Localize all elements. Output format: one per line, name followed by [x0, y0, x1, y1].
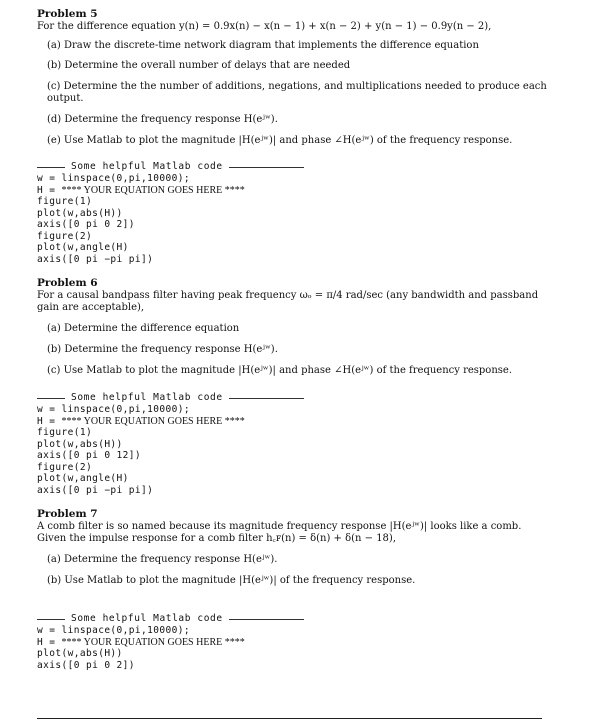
problem-6-item-b: (b) Determine the frequency response H(eʲʷ). — [47, 344, 278, 355]
problem-6-title: Problem 6 — [37, 277, 98, 289]
document-page — [37, 8, 547, 671]
rule-left — [37, 619, 65, 620]
problem-5-item-a: (a) Draw the discrete-time network diagram that implements the difference equation — [47, 40, 479, 51]
problem-7-code-rest: plot(w,abs(H)) axis([0 pi 0 2]) — [37, 648, 135, 671]
problem-6 — [37, 277, 547, 496]
rule-right — [229, 398, 304, 399]
code-h-prefix: H = — [37, 415, 62, 427]
code-header-label: Some helpful Matlab code — [71, 161, 223, 172]
page-bottom-rule — [37, 718, 542, 719]
problem-5-item-d: (d) Determine the frequency response H(eʲʷ). — [47, 114, 278, 125]
problem-7 — [37, 508, 547, 671]
problem-6-item-c: (c) Use Matlab to plot the magnitude |H(eʲʷ)| and phase ∠H(eʲʷ) of the frequency response. — [47, 365, 512, 376]
problem-7-code-equation-line — [37, 637, 547, 649]
problem-5-title: Problem 5 — [37, 8, 98, 20]
code-equation-placeholder: **** YOUR EQUATION GOES HERE **** — [61, 415, 245, 427]
code-equation-placeholder: **** YOUR EQUATION GOES HERE **** — [61, 636, 245, 648]
code-equation-placeholder: **** YOUR EQUATION GOES HERE **** — [61, 184, 245, 196]
rule-left — [37, 167, 65, 168]
code-header-label: Some helpful Matlab code — [71, 392, 223, 403]
rule-right — [229, 167, 304, 168]
problem-7-code-header — [37, 613, 547, 625]
problem-7-intro: A comb filter is so named because its magnitude frequency response |H(eʲʷ)| looks like a comb. Given the impulse response for a comb filter h꜀ꜰ(n) = δ(n) + δ(n − 18), — [37, 521, 522, 544]
problem-7-code-line-1: w = linspace(0,pi,10000); — [37, 625, 190, 636]
problem-6-item-a: (a) Determine the difference equation — [47, 323, 240, 334]
problem-6-intro: For a causal bandpass filter having peak frequency ωₒ = π/4 rad/sec (any bandwidth and passband gain are acceptable), — [37, 290, 539, 313]
problem-5-code-line-1: w = linspace(0,pi,10000); — [37, 173, 190, 184]
problem-6-code-equation-line — [37, 416, 547, 428]
problem-7-title: Problem 7 — [37, 508, 98, 520]
problem-6-code-rest: figure(1) plot(w,abs(H)) axis([0 pi 0 12]) figure(2) plot(w,angle(H) axis([0 pi −pi pi]) — [37, 427, 154, 496]
problem-5-intro: For the difference equation y(n) = 0.9x(n) − x(n − 1) + x(n − 2) + y(n − 1) − 0.9y(n − 2), — [37, 21, 492, 32]
problem-7-item-b: (b) Use Matlab to plot the magnitude |H(eʲʷ)| of the frequency response. — [47, 575, 416, 586]
problem-5-item-c: (c) Determine the the number of additions, negations, and multiplications needed to produce each output. — [47, 81, 547, 104]
code-header-label: Some helpful Matlab code — [71, 613, 223, 624]
problem-5-item-b: (b) Determine the overall number of delays that are needed — [47, 60, 351, 71]
problem-5 — [37, 8, 547, 265]
problem-5-code-header — [37, 161, 547, 173]
problem-5-code-equation-line — [37, 185, 547, 197]
code-h-prefix: H = — [37, 184, 62, 196]
problem-6-code-line-1: w = linspace(0,pi,10000); — [37, 404, 190, 415]
problem-5-code-rest: figure(1) plot(w,abs(H)) axis([0 pi 0 2]) figure(2) plot(w,angle(H) axis([0 pi −pi pi]) — [37, 196, 154, 265]
rule-right — [229, 619, 304, 620]
code-h-prefix: H = — [37, 636, 62, 648]
problem-7-item-a: (a) Determine the frequency response H(eʲʷ). — [47, 554, 278, 565]
rule-left — [37, 398, 65, 399]
problem-5-item-e: (e) Use Matlab to plot the magnitude |H(eʲʷ)| and phase ∠H(eʲʷ) of the frequency response. — [47, 135, 513, 146]
problem-6-code-header — [37, 392, 547, 404]
